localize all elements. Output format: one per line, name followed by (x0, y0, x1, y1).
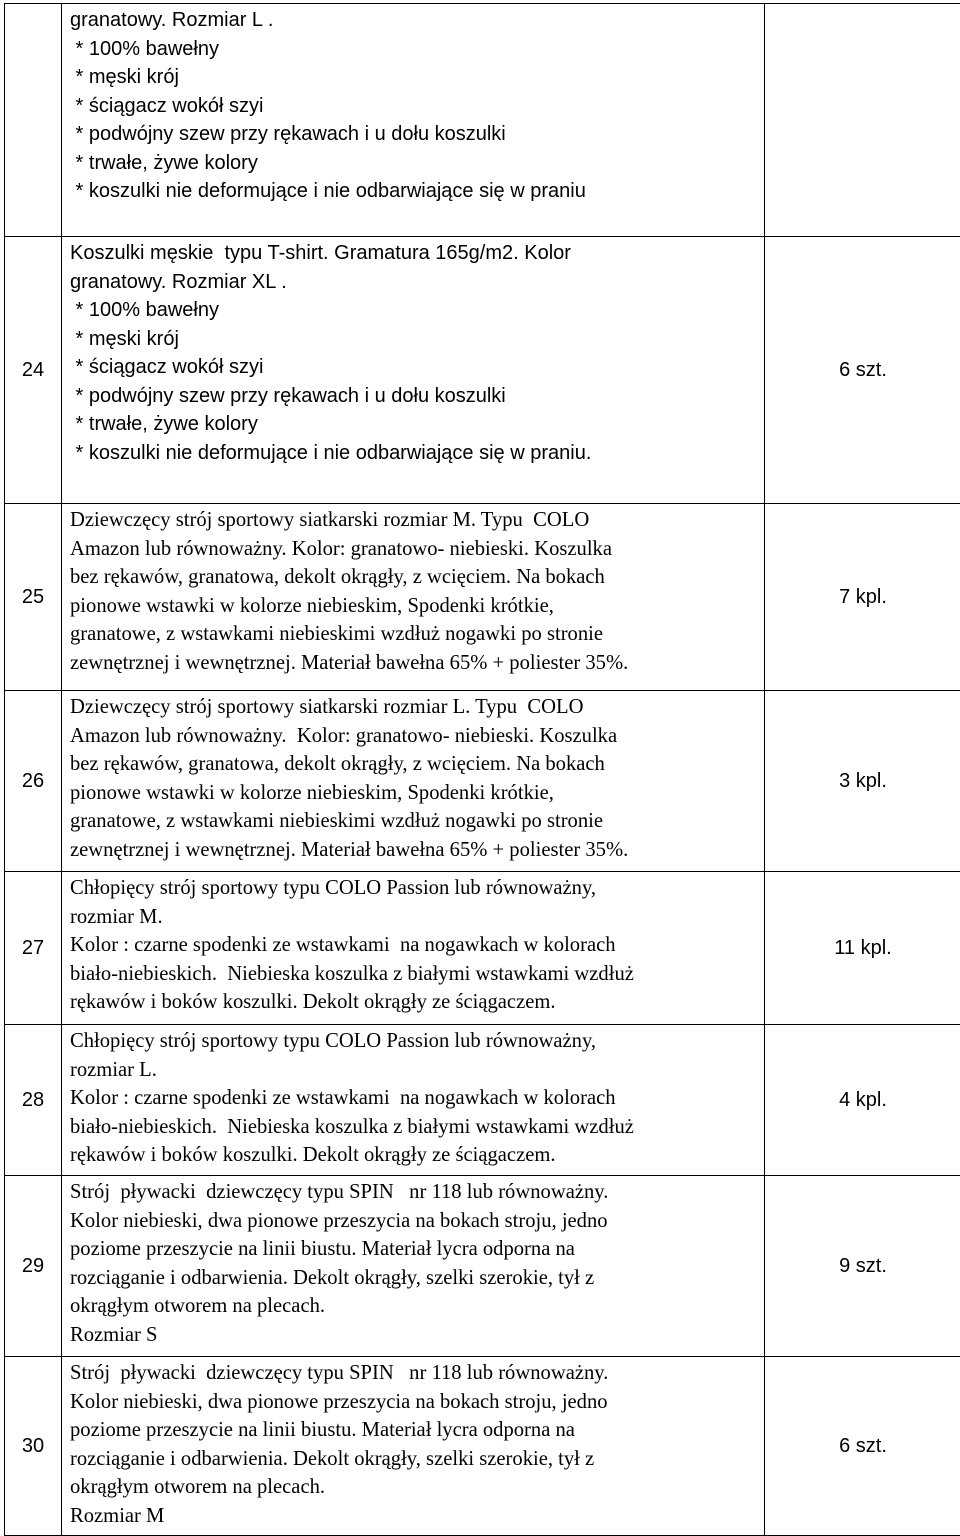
description-line: granatowe, z wstawkami niebieskimi wzdłuż nogawki po stronie (70, 620, 764, 649)
description-line: rękawów i boków koszulki. Dekolt okrągły ze ściągaczem. (70, 1141, 764, 1170)
row-description (62, 1176, 765, 1357)
row-number: 25 (5, 504, 62, 691)
table-row (5, 237, 960, 504)
description-line: Dziewczęcy strój sportowy siatkarski rozmiar L. Typu COLO (70, 693, 764, 722)
description-line: Kolor niebieski, dwa pionowe przeszycia na bokach stroju, jedno (70, 1388, 764, 1417)
description-line: * męski krój (70, 325, 764, 354)
description-line: rozmiar M. (70, 903, 764, 932)
table-row (5, 1176, 960, 1357)
row-quantity: 9 szt. (765, 1176, 960, 1357)
description-line: Amazon lub równoważny. Kolor: granatowo- niebieski. Koszulka (70, 535, 764, 564)
description-line: Kolor : czarne spodenki ze wstawkami na nogawkach w kolorach (70, 1084, 764, 1113)
description-line: pionowe wstawki w kolorze niebieskim, Spodenki krótkie, (70, 592, 764, 621)
row-quantity: 3 kpl. (765, 691, 960, 872)
description-line: Amazon lub równoważny. Kolor: granatowo- niebieski. Koszulka (70, 722, 764, 751)
description-line: rozmiar L. (70, 1056, 764, 1085)
description-line: * koszulki nie deformujące i nie odbarwiające się w praniu (70, 177, 764, 206)
description-line: okrągłym otworem na plecach. (70, 1292, 764, 1321)
description-line: * podwójny szew przy rękawach i u dołu koszulki (70, 382, 764, 411)
description-line: Kolor : czarne spodenki ze wstawkami na nogawkach w kolorach (70, 931, 764, 960)
row-number: 27 (5, 872, 62, 1025)
row-quantity: 4 kpl. (765, 1025, 960, 1176)
description-line: Chłopięcy strój sportowy typu COLO Passion lub równoważny, (70, 874, 764, 903)
description-line: Chłopięcy strój sportowy typu COLO Passion lub równoważny, (70, 1027, 764, 1056)
row-quantity: 7 kpl. (765, 504, 960, 691)
description-line: * podwójny szew przy rękawach i u dołu koszulki (70, 120, 764, 149)
description-line: biało-niebieskich. Niebieska koszulka z białymi wstawkami wzdłuż (70, 960, 764, 989)
description-line: biało-niebieskich. Niebieska koszulka z białymi wstawkami wzdłuż (70, 1113, 764, 1142)
table-row (5, 504, 960, 691)
table-row (5, 4, 960, 237)
description-line: bez rękawów, granatowa, dekolt okrągły, z wcięciem. Na bokach (70, 750, 764, 779)
description-line: Dziewczęcy strój sportowy siatkarski rozmiar M. Typu COLO (70, 506, 764, 535)
description-line: Koszulki męskie typu T-shirt. Gramatura 165g/m2. Kolor (70, 239, 764, 268)
row-number: 30 (5, 1357, 62, 1536)
row-quantity: 11 kpl. (765, 872, 960, 1025)
description-line: Strój pływacki dziewczęcy typu SPIN nr 118 lub równoważny. (70, 1359, 764, 1388)
description-line: rozciąganie i odbarwienia. Dekolt okrągły, szelki szerokie, tył z (70, 1445, 764, 1474)
row-quantity (765, 4, 960, 237)
description-line: bez rękawów, granatowa, dekolt okrągły, z wcięciem. Na bokach (70, 563, 764, 592)
row-quantity: 6 szt. (765, 1357, 960, 1536)
description-line: poziome przeszycie na linii biustu. Materiał lycra odporna na (70, 1235, 764, 1264)
row-number: 28 (5, 1025, 62, 1176)
description-line: Rozmiar M (70, 1502, 764, 1531)
description-line: poziome przeszycie na linii biustu. Materiał lycra odporna na (70, 1416, 764, 1445)
row-description (62, 1025, 765, 1176)
description-line: Rozmiar S (70, 1321, 764, 1350)
description-line: granatowy. Rozmiar XL . (70, 268, 764, 297)
description-line: zewnętrznej i wewnętrznej. Materiał bawełna 65% + poliester 35%. (70, 649, 764, 678)
table-row (5, 1025, 960, 1176)
specification-table (4, 3, 960, 1536)
table-row (5, 691, 960, 872)
row-description (62, 691, 765, 872)
row-description (62, 504, 765, 691)
row-description (62, 872, 765, 1025)
description-line: * męski krój (70, 63, 764, 92)
description-line: pionowe wstawki w kolorze niebieskim, Spodenki krótkie, (70, 779, 764, 808)
description-line: * 100% bawełny (70, 296, 764, 325)
row-number: 26 (5, 691, 62, 872)
description-line: rozciąganie i odbarwienia. Dekolt okrągły, szelki szerokie, tył z (70, 1264, 764, 1293)
row-number: 29 (5, 1176, 62, 1357)
description-line: * trwałe, żywe kolory (70, 149, 764, 178)
description-line: zewnętrznej i wewnętrznej. Materiał bawełna 65% + poliester 35%. (70, 836, 764, 865)
description-line: * trwałe, żywe kolory (70, 410, 764, 439)
row-number: 24 (5, 237, 62, 504)
row-description (62, 237, 765, 504)
row-description (62, 1357, 765, 1536)
description-line: granatowy. Rozmiar L . (70, 6, 764, 35)
description-line: Kolor niebieski, dwa pionowe przeszycia na bokach stroju, jedno (70, 1207, 764, 1236)
description-line: rękawów i boków koszulki. Dekolt okrągły ze ściągaczem. (70, 988, 764, 1017)
row-quantity: 6 szt. (765, 237, 960, 504)
row-description (62, 4, 765, 237)
description-line: * ściągacz wokół szyi (70, 92, 764, 121)
row-number (5, 4, 62, 237)
description-line: * 100% bawełny (70, 35, 764, 64)
description-line: * koszulki nie deformujące i nie odbarwiające się w praniu. (70, 439, 764, 468)
description-line: granatowe, z wstawkami niebieskimi wzdłuż nogawki po stronie (70, 807, 764, 836)
table-row (5, 1357, 960, 1536)
description-line: * ściągacz wokół szyi (70, 353, 764, 382)
description-line: okrągłym otworem na plecach. (70, 1473, 764, 1502)
description-line: Strój pływacki dziewczęcy typu SPIN nr 118 lub równoważny. (70, 1178, 764, 1207)
table-row (5, 872, 960, 1025)
